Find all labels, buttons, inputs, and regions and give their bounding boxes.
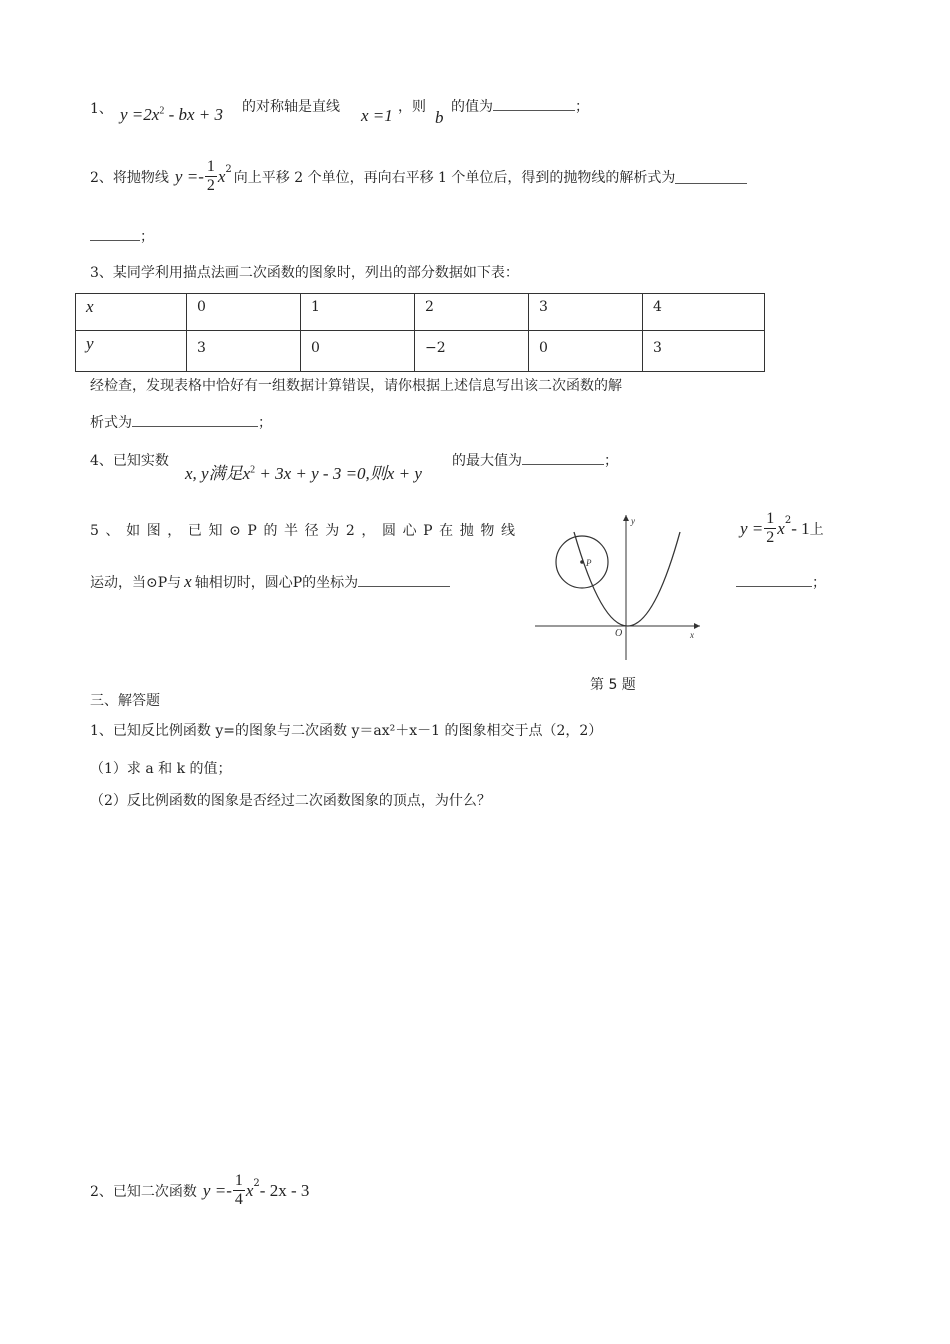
q2-fraction: $\frac{1}{2}$ <box>206 158 215 194</box>
q3-answer-blank[interactable] <box>132 412 258 427</box>
q1-var-b: b <box>435 108 444 127</box>
table-cell: 3 <box>187 331 301 372</box>
label-p: P <box>586 558 592 568</box>
q5-line-1: 5、如图，已知⊙P的半径为2，圆心P在抛物线 <box>90 523 522 539</box>
q4-number: 4、已知实数 <box>90 453 169 469</box>
table-cell: 3 <box>529 294 643 331</box>
q2-answer-blank-1[interactable] <box>675 169 747 184</box>
q4-answer-blank[interactable] <box>522 450 604 465</box>
q1-text-then: ，则 <box>398 99 426 115</box>
q1-line-equation: x =1 <box>361 106 393 125</box>
label-x: x <box>690 630 694 640</box>
q1-text-axis: 的对称轴是直线 <box>242 99 340 115</box>
table-cell: 1 <box>301 294 415 331</box>
q2-answer-line-2: ； <box>90 226 154 246</box>
table-cell: 0 <box>187 294 301 331</box>
q5-line-2: 运动，当⊙P与 x 轴相切时，圆心P的坐标为 <box>90 572 450 592</box>
q3-note-line-1: 经检查，发现表格中恰好有一组数据计算错误，请你根据上述信息写出该二次函数的解 <box>90 378 622 394</box>
x-axis-arrow <box>694 623 700 629</box>
q4-text: 的最大值为 ； <box>452 450 618 470</box>
q2-equation-lhs: y =- <box>174 166 204 186</box>
label-y: y <box>631 516 635 526</box>
table-cell: 3 <box>643 331 765 372</box>
table-cell: −2 <box>415 331 529 372</box>
problem-1-statement: 1、已知反比例函数 y=的图象与二次函数 y＝ax²＋x－1 的图象相交于点（2，2） <box>90 723 603 739</box>
q5-answer-line-right: ； <box>736 572 826 592</box>
q3-data-table <box>75 293 765 372</box>
q1-equation: $y =2x^2$ - bx + 3 <box>120 105 223 124</box>
table-row <box>76 294 765 331</box>
table-cell: 2 <box>415 294 529 331</box>
q1-number: 1、 <box>90 101 113 117</box>
problem-2: 2、已知二次函数 y =- $\frac{1}{4}$ x 2 - 2x - 3 <box>90 1172 310 1208</box>
table-cell: 0 <box>529 331 643 372</box>
q3-note-line-2: 析式为 ； <box>90 412 272 432</box>
q3-intro: 3、某同学利用描点法画二次函数的图象时，列出的部分数据如下表： <box>90 265 519 281</box>
question-2: 2、将抛物线 y =- $\frac{1}{2}$ x 2 向上平移 2 个单位，再向右平移 1 个单位后，得到的抛物线的解析式为 <box>90 158 747 195</box>
label-origin: O <box>615 628 623 639</box>
problem-1-part-a: （1）求 a 和 k 的值； <box>90 761 232 777</box>
q2-text: 向上平移 2 个单位，再向右平移 1 个单位后，得到的抛物线的解析式为 <box>233 169 676 186</box>
parabola-curve <box>574 532 680 626</box>
problem-2-fraction: $\frac{1}{4}$ <box>234 1172 243 1208</box>
q5-figure <box>530 510 710 660</box>
q1-text-value: 的值为 ； <box>451 96 589 116</box>
figure-caption: 第 5 题 <box>590 677 636 693</box>
section-title: 三、解答题 <box>90 693 160 709</box>
table-row <box>76 331 765 372</box>
question-1 <box>90 98 113 118</box>
q4-condition: x, y满足$x^2 + 3x + y - 3 =0$,则x + y <box>185 464 422 483</box>
table-cell: 0 <box>301 331 415 372</box>
q5-equation: y = $\frac{1}{2}$ x 2 - 1 上 <box>740 510 824 546</box>
problem-1-part-b: （2）反比例函数的图象是否经过二次函数图象的顶点，为什么？ <box>90 793 491 809</box>
y-axis-arrow <box>623 515 629 521</box>
table-cell: 4 <box>643 294 765 331</box>
q2-answer-blank-2[interactable] <box>90 226 140 241</box>
table-cell: y <box>76 331 187 372</box>
table-cell: x <box>76 294 187 331</box>
q5-answer-blank-2[interactable] <box>736 572 812 587</box>
q1-answer-blank[interactable] <box>493 96 575 111</box>
q5-answer-blank-1[interactable] <box>358 572 450 587</box>
